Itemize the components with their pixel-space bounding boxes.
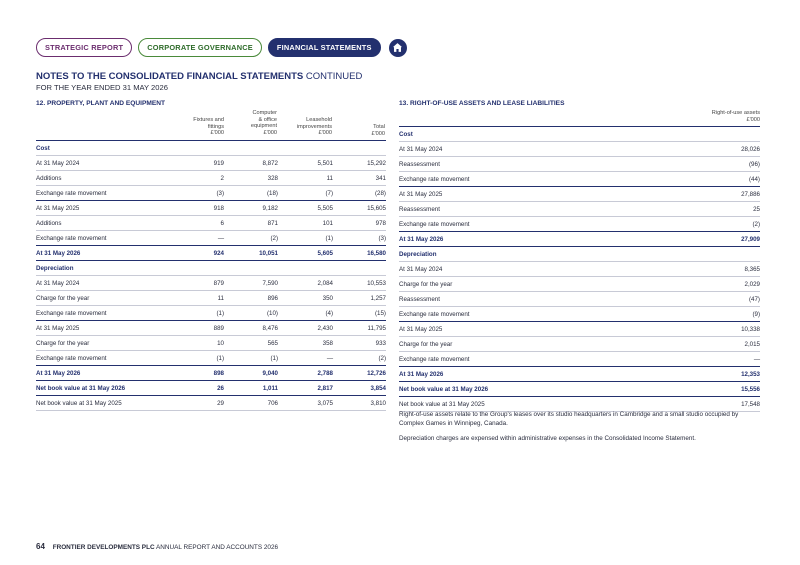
ppe-table: [36, 140, 386, 411]
table-row: [399, 127, 760, 142]
row-value: 328: [267, 174, 278, 182]
row-value: 10,338: [741, 325, 760, 333]
ppe-col-leasehold-l3: £'000: [318, 130, 332, 137]
row-value: 8,872: [262, 159, 278, 167]
row-value: (2): [378, 354, 386, 362]
row-label: At 31 May 2026: [399, 370, 444, 378]
row-label: Cost: [36, 144, 50, 152]
ppe-col-leasehold-l1: Leasehold: [306, 117, 332, 123]
table-row: [36, 306, 386, 321]
row-value: (44): [748, 175, 760, 183]
row-value: 101: [322, 219, 333, 227]
row-label: Net book value at 31 May 2025: [399, 400, 485, 408]
row-value: 11,795: [367, 324, 386, 332]
row-value: (7): [325, 189, 333, 197]
row-label: At 31 May 2024: [36, 279, 80, 287]
row-value: 919: [213, 159, 224, 167]
row-value: (15): [374, 309, 386, 317]
row-label: Net book value at 31 May 2026: [399, 385, 489, 393]
table-row: [399, 352, 760, 367]
table-row: [399, 262, 760, 277]
rou-col-assets: [680, 110, 760, 123]
ppe-col-computer-l4: £'000: [263, 129, 277, 136]
row-value: 898: [213, 369, 224, 377]
row-label: Depreciation: [399, 250, 437, 258]
table-row: [399, 322, 760, 337]
rou-col-assets-l1: Right-of-use assets: [711, 110, 760, 116]
row-value: —: [326, 354, 333, 362]
table-row: [399, 202, 760, 217]
ppe-col-fixtures-l2: fittings: [207, 123, 224, 130]
row-value: 3,075: [317, 399, 333, 407]
table-row: [36, 186, 386, 201]
row-value: 11: [326, 174, 333, 182]
page-subtitle: FOR THE YEAR ENDED 31 MAY 2026: [36, 83, 168, 92]
row-value: 706: [267, 399, 278, 407]
table-row: [36, 336, 386, 351]
row-value: 2,029: [744, 280, 760, 288]
row-value: 15,292: [367, 159, 386, 167]
row-value: 25: [753, 205, 760, 213]
row-label: Exchange rate movement: [399, 175, 470, 183]
row-label: Net book value at 31 May 2025: [36, 399, 122, 407]
table-row: [36, 351, 386, 366]
row-value: 2,430: [317, 324, 333, 332]
table-row: [36, 201, 386, 216]
row-label: Additions: [36, 219, 62, 227]
footer-doc: ANNUAL REPORT AND ACCOUNTS 2026: [156, 544, 279, 551]
ppe-col-computer-l1: Computer: [252, 110, 277, 116]
row-value: 9,182: [262, 204, 278, 212]
row-value: 15,605: [367, 204, 386, 212]
row-label: Reassessment: [399, 160, 440, 168]
row-label: Charge for the year: [36, 339, 90, 347]
row-value: (10): [266, 309, 278, 317]
row-value: 358: [322, 339, 333, 347]
row-label: Charge for the year: [36, 294, 90, 302]
ppe-col-fixtures: [190, 117, 224, 137]
row-value: —: [217, 234, 224, 242]
ppe-col-computer-l2: & office: [258, 116, 277, 123]
home-icon: [392, 42, 403, 53]
row-value: 896: [267, 294, 278, 302]
row-value: 15,556: [741, 385, 760, 393]
ppe-col-leasehold-l2: improvements: [296, 123, 332, 130]
row-value: 17,548: [741, 400, 760, 408]
page-title-main: NOTES TO THE CONSOLIDATED FINANCIAL STATEMENTS: [36, 71, 304, 82]
row-value: 16,580: [367, 249, 386, 257]
ppe-col-total: [345, 124, 385, 137]
row-value: (3): [216, 189, 224, 197]
row-label: At 31 May 2026: [36, 249, 81, 257]
row-value: (1): [216, 354, 224, 362]
table-row: [36, 396, 386, 411]
row-value: 8,476: [262, 324, 278, 332]
row-label: Additions: [36, 174, 62, 182]
rou-note-2: Depreciation charges are expensed within administrative expenses in the Consolidated Income Statement.: [399, 435, 696, 442]
row-value: (1): [270, 354, 278, 362]
row-value: 29: [217, 399, 224, 407]
row-value: (47): [748, 295, 760, 303]
row-value: (96): [748, 160, 760, 168]
row-value: 2,788: [317, 369, 333, 377]
row-label: Reassessment: [399, 205, 440, 213]
table-row: [36, 366, 386, 381]
row-label: Cost: [399, 130, 413, 138]
table-row: [36, 246, 386, 261]
row-value: 933: [375, 339, 386, 347]
row-label: Exchange rate movement: [399, 310, 470, 318]
ppe-col-total-l1: Total: [373, 124, 385, 130]
row-value: (18): [266, 189, 278, 197]
ppe-title: 12. PROPERTY, PLANT AND EQUIPMENT: [36, 100, 166, 107]
row-label: Exchange rate movement: [36, 354, 107, 362]
row-value: 10,553: [367, 279, 386, 287]
page-title: [36, 71, 362, 82]
home-button[interactable]: [389, 39, 407, 57]
row-value: 8,365: [744, 265, 760, 273]
table-row: [36, 141, 386, 156]
row-value: 28,026: [741, 145, 760, 153]
row-value: 2,817: [317, 384, 333, 392]
section-nav: [36, 38, 407, 57]
row-value: (2): [752, 220, 760, 228]
row-value: 565: [267, 339, 278, 347]
row-value: 1,011: [262, 384, 278, 392]
table-row: [36, 381, 386, 396]
table-row: [399, 232, 760, 247]
footer-company: FRONTIER DEVELOPMENTS PLC: [52, 544, 155, 551]
rou-note-1: Right-of-use assets relate to the Group's leases over its studio headquarters in Cambridge and a small studio occupied by Complex Games in Winnipeg, Canada.: [399, 411, 739, 427]
row-value: (2): [270, 234, 278, 242]
row-label: Charge for the year: [399, 280, 453, 288]
row-label: Exchange rate movement: [399, 355, 470, 363]
row-value: —: [753, 355, 760, 363]
row-value: 871: [267, 219, 278, 227]
row-value: (4): [325, 309, 333, 317]
row-value: 12,726: [367, 369, 386, 377]
rou-title: 13. RIGHT-OF-USE ASSETS AND LEASE LIABILITIES: [399, 100, 565, 107]
row-value: (1): [325, 234, 333, 242]
row-value: 5,605: [317, 249, 333, 257]
row-label: At 31 May 2024: [36, 159, 80, 167]
table-row: [399, 307, 760, 322]
row-label: At 31 May 2025: [36, 324, 80, 332]
row-value: (3): [378, 234, 386, 242]
ppe-col-leasehold: [282, 117, 332, 137]
row-value: 5,501: [317, 159, 333, 167]
ppe-col-computer: [240, 110, 277, 136]
row-value: 341: [375, 174, 386, 182]
row-label: At 31 May 2024: [399, 265, 443, 273]
table-row: [399, 247, 760, 262]
row-value: 1,257: [370, 294, 386, 302]
row-value: 918: [213, 204, 224, 212]
row-value: 27,886: [741, 190, 760, 198]
row-label: Charge for the year: [399, 340, 453, 348]
table-row: [399, 367, 760, 382]
rou-table: [399, 126, 760, 412]
row-value: 3,854: [370, 384, 386, 392]
table-row: [399, 142, 760, 157]
row-value: (9): [752, 310, 760, 318]
ppe-col-computer-l3: equipment: [250, 123, 277, 130]
row-value: 12,353: [741, 370, 760, 378]
ppe-col-total-l2: £'000: [371, 130, 385, 137]
row-label: At 31 May 2026: [399, 235, 444, 243]
row-label: At 31 May 2026: [36, 369, 81, 377]
tab-financial-statements[interactable]: FINANCIAL STATEMENTS: [268, 38, 381, 57]
row-value: 2,015: [744, 340, 760, 348]
row-value: 11: [217, 294, 224, 302]
row-label: At 31 May 2025: [399, 190, 443, 198]
row-value: (28): [374, 189, 386, 197]
tab-strategic-report[interactable]: STRATEGIC REPORT: [36, 38, 132, 57]
row-label: Reassessment: [399, 295, 440, 303]
row-value: 9,040: [262, 369, 278, 377]
ppe-col-fixtures-l3: £'000: [210, 130, 224, 137]
table-row: [36, 276, 386, 291]
row-value: 7,590: [262, 279, 278, 287]
table-row: [399, 337, 760, 352]
row-value: 2,084: [317, 279, 333, 287]
row-value: 10: [217, 339, 224, 347]
row-value: 2: [220, 174, 224, 182]
ppe-col-fixtures-l1: Fixtures and: [193, 117, 224, 123]
table-row: [399, 157, 760, 172]
row-value: (1): [216, 309, 224, 317]
table-row: [399, 187, 760, 202]
row-value: 350: [322, 294, 333, 302]
row-label: Exchange rate movement: [36, 189, 107, 197]
row-value: 879: [213, 279, 224, 287]
table-row: [36, 261, 386, 276]
row-label: Exchange rate movement: [399, 220, 470, 228]
row-value: 3,810: [370, 399, 386, 407]
row-value: 26: [217, 384, 224, 392]
footer: [36, 542, 278, 551]
row-label: Exchange rate movement: [36, 309, 107, 317]
row-value: 5,505: [317, 204, 333, 212]
table-row: [36, 156, 386, 171]
page-title-suffix: CONTINUED: [305, 71, 363, 82]
row-label: At 31 May 2024: [399, 145, 443, 153]
row-label: Exchange rate movement: [36, 234, 107, 242]
table-row: [36, 291, 386, 306]
row-value: 978: [375, 219, 386, 227]
row-value: 6: [220, 219, 224, 227]
page-number: 64: [36, 542, 45, 551]
table-row: [399, 277, 760, 292]
tab-corporate-governance[interactable]: CORPORATE GOVERNANCE: [138, 38, 262, 57]
table-row: [36, 231, 386, 246]
table-row: [399, 217, 760, 232]
row-label: Depreciation: [36, 264, 74, 272]
row-value: 924: [213, 249, 224, 257]
rou-col-assets-l2: £'000: [746, 116, 760, 123]
table-row: [36, 321, 386, 336]
row-value: 889: [213, 324, 224, 332]
row-value: 27,909: [741, 235, 760, 243]
table-row: [36, 171, 386, 186]
table-row: [36, 216, 386, 231]
table-row: [399, 292, 760, 307]
row-label: At 31 May 2025: [36, 204, 80, 212]
row-label: Net book value at 31 May 2026: [36, 384, 126, 392]
row-label: At 31 May 2025: [399, 325, 443, 333]
row-value: 10,051: [259, 249, 278, 257]
table-row: [399, 382, 760, 397]
table-row: [399, 172, 760, 187]
